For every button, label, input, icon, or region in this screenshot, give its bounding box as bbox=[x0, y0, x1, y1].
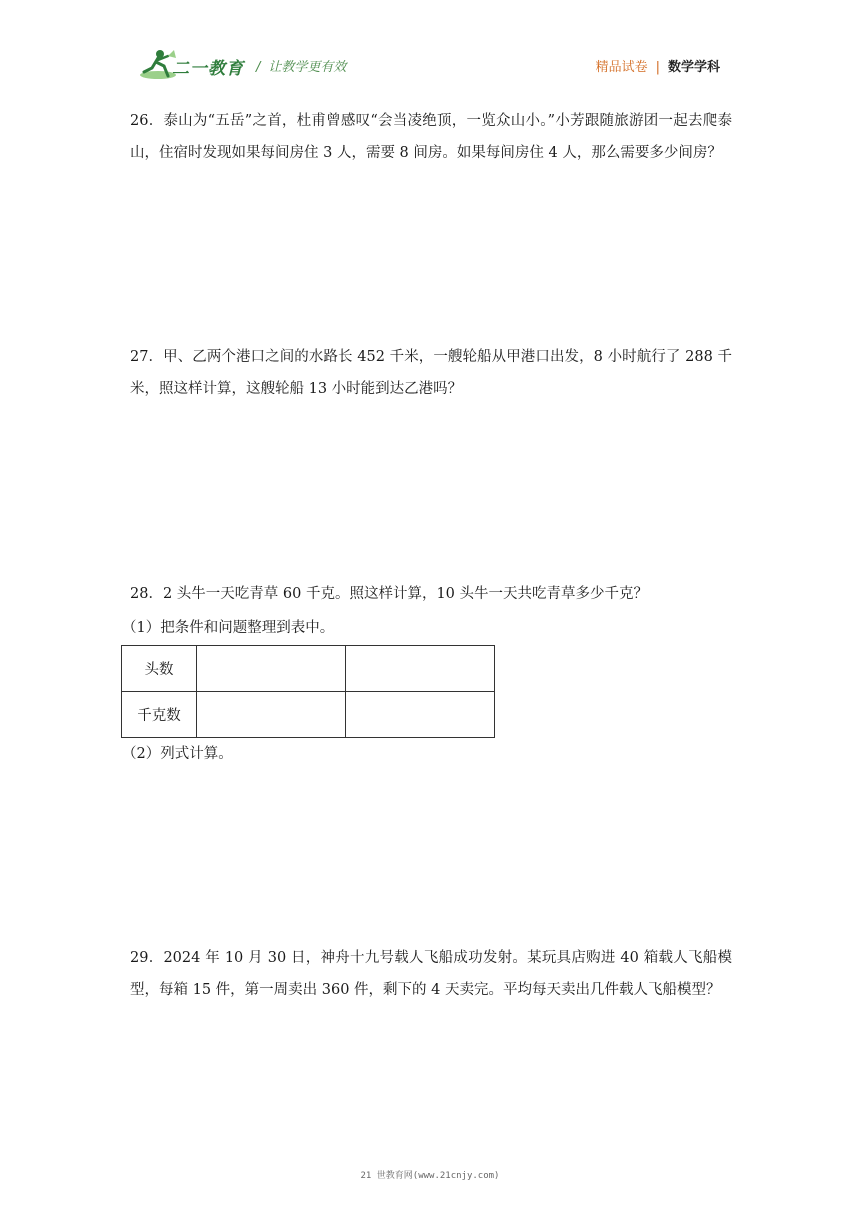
table-cell-blank[interactable] bbox=[346, 692, 495, 738]
table-row bbox=[122, 692, 495, 738]
logo bbox=[138, 48, 246, 82]
subject-label: 数学学科 bbox=[667, 60, 720, 75]
page-header bbox=[138, 48, 720, 82]
question-26: 26．泰山为“五岳”之首，杜甫曾感叹“会当凌绝顶，一览众山小。”小芳跟随旅游团一起去爬泰山，住宿时发现如果每间房住 3 人，需要 8 间房。如果每间房住 4 人，那么需要多少间房？ bbox=[130, 113, 732, 161]
slogan-slash: / bbox=[256, 60, 261, 75]
logo-text: 二一教育 bbox=[172, 59, 244, 79]
table-header-head-count: 头数 bbox=[122, 646, 197, 692]
table-cell-blank[interactable] bbox=[197, 646, 346, 692]
slogan bbox=[256, 56, 346, 75]
premium-label: 精品试卷 bbox=[595, 60, 648, 75]
table-header-kilograms: 千克数 bbox=[122, 692, 197, 738]
question-28-sub1: （1）把条件和问题整理到表中。 bbox=[122, 620, 335, 636]
question-29: 29．2024 年 10 月 30 日，神舟十九号载人飞船成功发射。某玩具店购进 40 箱载人飞船模型，每箱 15 件，第一周卖出 360 件，剩下的 4 天卖完。平均每天卖出几件载人飞船模型？ bbox=[130, 950, 732, 998]
slogan-text: 让教学更有效 bbox=[268, 60, 347, 75]
page-footer: 21 世教育网(www.21cnjy.com) bbox=[360, 1171, 500, 1181]
question-28-sub2: （2）列式计算。 bbox=[122, 746, 233, 762]
table-cell-blank[interactable] bbox=[197, 692, 346, 738]
table-cell-blank[interactable] bbox=[346, 646, 495, 692]
header-right bbox=[596, 56, 720, 75]
table-row bbox=[122, 646, 495, 692]
question-28-table bbox=[121, 645, 495, 738]
question-27: 27．甲、乙两个港口之间的水路长 452 千米，一艘轮船从甲港口出发，8 小时航行了 288 千米，照这样计算，这艘轮船 13 小时能到达乙港吗？ bbox=[130, 349, 732, 397]
header-separator: | bbox=[655, 60, 660, 75]
question-28: 28．2 头牛一天吃青草 60 千克。照这样计算，10 头牛一天共吃青草多少千克？ bbox=[130, 586, 649, 602]
